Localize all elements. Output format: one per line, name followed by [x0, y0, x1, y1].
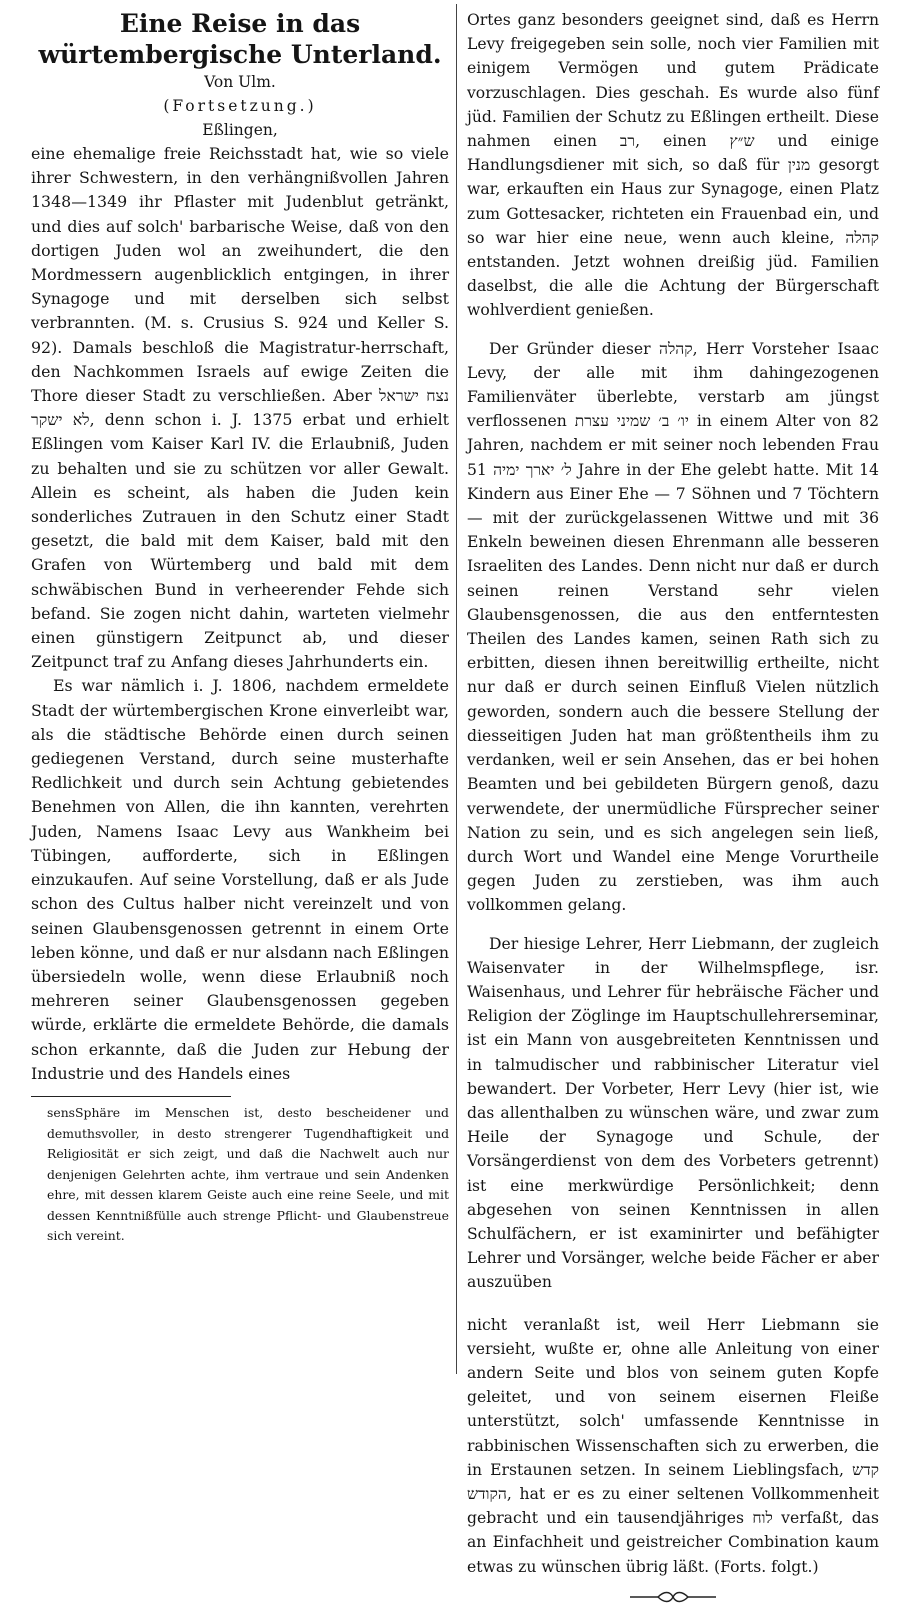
- section-heading: Eßlingen,: [202, 121, 278, 139]
- column-divider: [456, 4, 457, 1374]
- left-column: [31, 8, 449, 1247]
- paragraph: eine ehemalige freie Reichsstadt hat, wie so viele ihrer Schwestern, in den verhängnißvollen Jahren 1348—1349 ihr Pflaster mit Judenblut getränkt, und dies auf solch' barbarische Weise, daß von den dortigen Juden wol an zweihundert, die den Mordmessern augenblicklich entgingen, in ihrer Synagoge und mit derselben sich selbst verbrannten. (M. s. Crusius S. 924 und Keller S. 92). Damals beschloß die Magistratur-herrschaft, den Nachkommen Israels auf ewige Zeiten die Thore dieser Stadt zu verschließen. Aber נצח ישראל לא ישקר, denn schon i. J. 1375 erbat und erhielt Eßlingen vom Kaiser Karl IV. die Erlaubniß, Juden zu behalten und sie zu schützen vor aller Gewalt. Allein es scheint, als haben die Juden kein sonderliches Zutrauen in den Schutz einer Stadt gesetzt, die bald mit dem Kaiser, bald mit den Grafen von Würtemberg und bald mit dem schwäbischen Bund in verheerender Fehde sich befand. Sie zogen nicht dahin, warteten vielmehr einen günstigern Zeitpunct ab, und dieser Zeitpunct traf zu Anfang dieses Jahrhunderts ein.: [31, 144, 449, 672]
- right-column: [467, 8, 879, 1608]
- paragraph: Der Gründer dieser קהלה, Herr Vorsteher Isaac Levy, der alle mit ihm dahingezogenen Familienväter überlebte, verstarb am jüngst verflossenen יו׳ ב׳ שמיני עצרת in einem Alter von 82 Jahren, nachdem er mit seiner noch lebenden Frau ל׳ יארך ימיה 51 Jahre in der Ehe gelebt hatte. Mit 14 Kindern aus Einer Ehe — 7 Söhnen und 7 Töchtern — mit der zurückgelassenen Wittwe und mit 36 Enkeln beweinen diesen Ehrenmann alle besseren Israeliten des Landes. Denn nicht nur daß er durch seinen reinen Verstand sehr vielen Glaubensgenossen, die aus den entferntesten Theilen des Landes kamen, seinen Rath sich zu erbitten, diesen ihnen bereitwillig ertheilte, nicht nur daß er durch seinen Einfluß Vielen nützlich geworden, sondern auch die bessere Stellung der diesseitigen Juden hat man größtentheils ihm zu verdanken, weil er sein Ansehen, das er bei hohen Beamten und bei gebildeten Bürgern genoß, dazu verwendete, der unermüdliche Fürsprecher seiner Nation zu sein, und es sich angelegen sein ließ, durch Wort und Wandel eine Menge Vorurtheile gegen Juden zu zerstieben, was ihm auch vollkommen gelang.: [467, 339, 879, 915]
- article-byline: Von Ulm.: [204, 73, 276, 91]
- ornament-icon: [628, 1590, 718, 1604]
- paragraph: Ortes ganz besonders geeignet sind, daß es Herrn Levy freigegeben sein solle, noch vier Familien mit einigem Vermögen und gutem Prädicate vorzuschlagen. Dies geschah. Es wurde also fünf jüd. Familien der Schutz zu Eßlingen ertheilt. Diese nahmen einen רב, einen ש״ץ und einige Handlungsdiener mit sich, so daß für מנין gesorgt war, erkauften ein Haus zur Synagoge, einen Platz zum Gottesacker, richteten ein Frauenbad ein, und so war hier eine neue, wenn auch kleine, קהלה entstanden. Jetzt wohnen dreißig jüd. Familien daselbst, die alle die Achtung der Bürgerschaft wohlverdient genießen.: [467, 11, 879, 320]
- footnote-rule: [31, 1096, 231, 1097]
- paragraph: Es war nämlich i. J. 1806, nachdem ermeldete Stadt der würtembergischen Krone einverleibt war, als die städtische Behörde einen durch seinen gediegenen Verstand, durch seine musterhafte Redlichkeit und durch sein Achtung gebietendes Benehmen von Allen, die ihn kannten, verehrten Juden, Namens Isaac Levy aus Wankheim bei Tübingen, aufforderte, sich in Eßlingen einzukaufen. Auf seine Vorstellung, daß er als Jude schon des Cultus halber nicht vereinzelt und von seinen Glaubensgenossen getrennt in einem Orte leben könne, und daß er nur alsdann nach Eßlingen übersiedeln wolle, wenn diese Erlaubniß noch mehreren seiner Glaubensgenossen gegeben würde, erklärte die ermeldete Behörde, die damals schon erkannte, daß die Juden zur Hebung der Industrie und des Handels eines: [31, 676, 449, 1083]
- footnote: sensSphäre im Menschen ist, desto bescheidener und demuthsvoller, in desto strengerer Tugendhaftigkeit und Religiosität er sich zeigt, und daß die Nachwelt auch nur denjenigen Gelehrten achte, ihm vertraue und sein Andenken ehre, mit dessen klarem Geiste auch eine reine Seele, und mit dessen Kenntnißfülle auch strenge Pflicht- und Glaubenstreue sich vereint.: [47, 1104, 449, 1244]
- end-ornament: [467, 1589, 879, 1608]
- article-title: Eine Reise in das würtembergische Unterland.: [38, 9, 442, 69]
- continuation-note: (Fortsetzung.): [163, 97, 317, 115]
- page-gap: [467, 1295, 879, 1313]
- paragraph: Der hiesige Lehrer, Herr Liebmann, der zugleich Waisenvater in der Wilhelmspflege, isr. Waisenhaus, und Lehrer für hebräische Fächer und Religion der Zöglinge im Hauptschullehrerseminar, ist ein Mann von ausgebreiteten Kenntnissen und in talmudischer und rabbinischer Literatur viel bewandert. Der Vorbeter, Herr Levy (hier ist, wie das allenthalben zu wünschen wäre, und zwar zum Heile der Synagoge und Schule, der Vorsängerdienst von dem des Vorbeters getrennt) ist eine merkwürdige Persönlichkeit; denn abgesehen von seinen Kenntnissen in allen Schulfächern, er ist examinirter und befähigter Lehrer und Vorsänger, welche beide Fächer er aber auszuüben: [467, 934, 879, 1292]
- paragraph: nicht veranlaßt ist, weil Herr Liebmann sie versieht, wußte er, ohne alle Anleitung von einer andern Seite und blos von seinem guten Kopfe geleitet, und von seinem eisernen Fleiße unterstützt, solch' umfassende Kenntnisse in rabbinischen Wissenschaften sich zu erwerben, die in Erstaunen setzen. In seinem Lieblingsfach, קדש הקודש, hat er es zu einer seltenen Vollkommenheit gebracht und ein tausendjähriges לוח verfaßt, das an Einfachheit und geistreicher Combination kaum etwas zu wünschen übrig läßt. (Forts. folgt.): [467, 1315, 879, 1576]
